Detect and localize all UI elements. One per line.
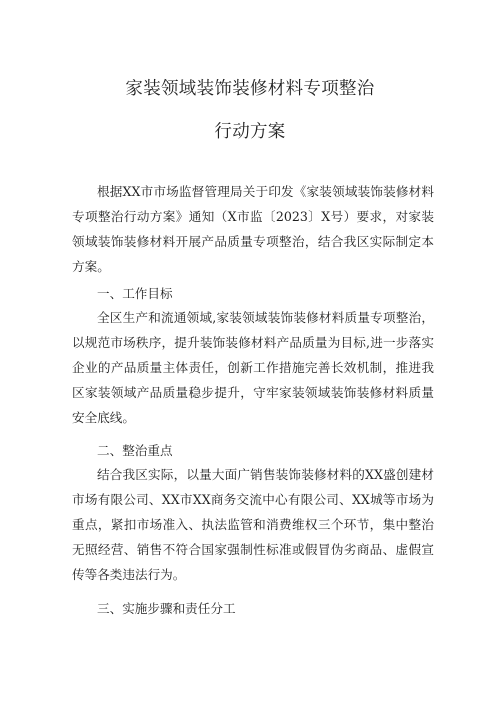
section-heading-steps: 三、实施步骤和责任分工 bbox=[97, 601, 236, 616]
section-heading-goals: 一、工作目标 bbox=[97, 286, 173, 301]
section-paragraph-goals: 全区生产和流通领域,家装领域装饰装修材料质量专项整治，以规范市场秩序，提升装饰装修材料产品质量为目标,进一步落实企业的产品质量主体责任，创新工作措施完善长效机制，推进我区家装领域产品质量稳步提升，守牢家装领域装饰装修材料质量安全底线。 bbox=[72, 310, 434, 425]
document-title-line-1: 家装领域装饰装修材料专项整治 bbox=[125, 79, 375, 99]
intro-paragraph: 根据XX市市场监督管理局关于印发《家装领域装饰装修材料专项整治行动方案》通知（X市监〔2023〕X号）要求，对家装领域装饰装修材料开展产品质量专项整治，结合我区实际制定本方案。 bbox=[72, 184, 434, 274]
document-title-line-2: 行动方案 bbox=[214, 122, 286, 142]
section-paragraph-focus: 结合我区实际，以量大面广销售装饰装修材料的XX盛创建材市场有限公司、XX市XX商务交流中心有限公司、XX城等市场为重点，紧扣市场准入、执法监管和消费维权三个环节，集中整治无照经营、销售不符合国家强制性标准或假冒伪劣商品、虚假宣传等各类违法行为。 bbox=[72, 467, 434, 582]
section-heading-focus: 二、整治重点 bbox=[97, 443, 173, 458]
